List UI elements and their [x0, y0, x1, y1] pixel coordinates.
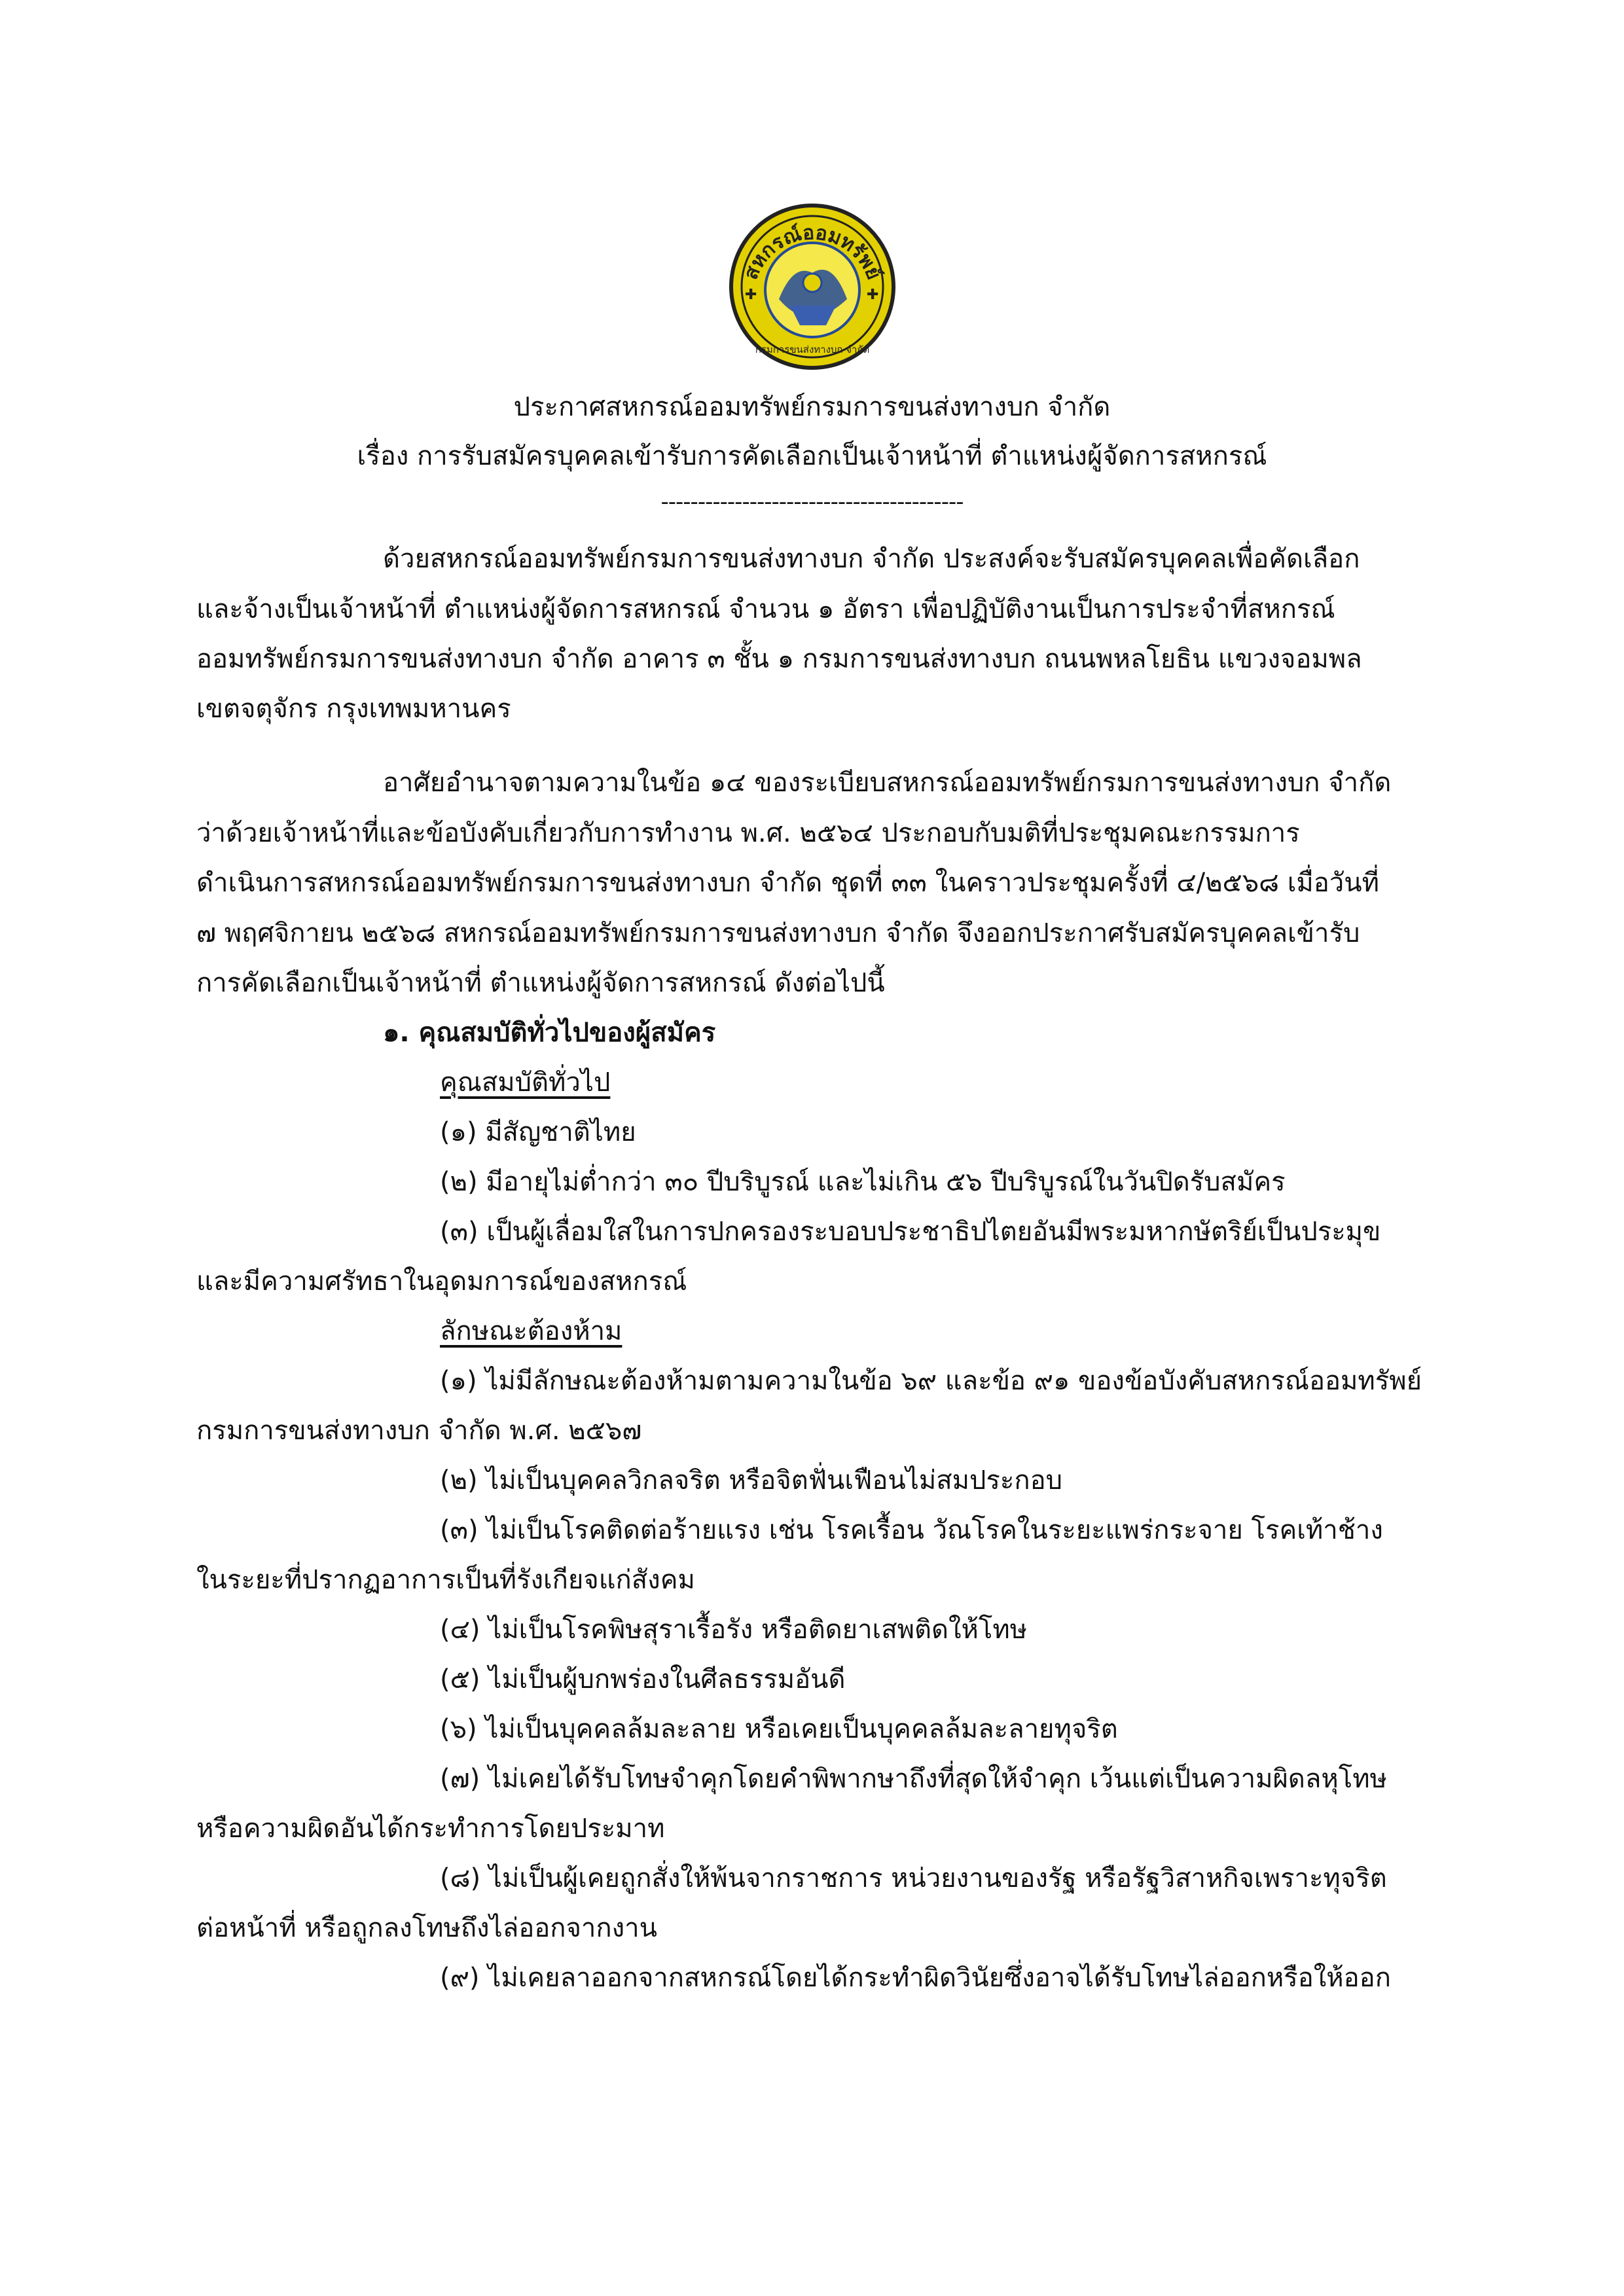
- cooperative-seal-logo: [728, 201, 897, 372]
- prohibition-item-5: (๕) ไม่เป็นผู้บกพร่องในศีลธรรมอันดี: [440, 1664, 846, 1695]
- general-item-3-cont: และมีความศรัทธาในอุดมการณ์ของสหกรณ์: [196, 1266, 687, 1297]
- para2-line-4: ๗ พฤศจิกายน ๒๕๖๘ สหกรณ์ออมทรัพย์กรมการขนส่งทางบก จำกัด จึงออกประกาศรับสมัครบุคคลเข้ารับ: [196, 918, 1360, 948]
- prohibitions-title: ลักษณะต้องห้าม: [440, 1316, 623, 1346]
- header-divider: -----------------------------------------: [660, 489, 964, 515]
- general-qualifications-title: คุณสมบัติทั่วไป: [440, 1067, 611, 1098]
- prohibition-item-3: (๓) ไม่เป็นโรคติดต่อร้ายแรง เช่น โรคเรื้อน วัณโรคในระยะแพร่กระจาย โรคเท้าช้าง: [440, 1515, 1383, 1545]
- para1-line-3: ออมทรัพย์กรมการขนส่งทางบก จำกัด อาคาร ๓ ชั้น ๑ กรมการขนส่งทางบก ถนนพหลโยธิน แขวงจอมพล: [196, 644, 1362, 674]
- prohibition-item-4: (๔) ไม่เป็นโรคพิษสุราเรื้อรัง หรือติดยาเสพติดให้โทษ: [440, 1615, 1028, 1645]
- prohibition-item-8: (๘) ไม่เป็นผู้เคยถูกสั่งให้พ้นจากราชการ หน่วยงานของรัฐ หรือรัฐวิสาหกิจเพราะทุจริต: [440, 1863, 1387, 1893]
- para1-line-1: ด้วยสหกรณ์ออมทรัพย์กรมการขนส่งทางบก จำกัด ประสงค์จะรับสมัครบุคคลเพื่อคัดเลือก: [383, 544, 1360, 574]
- prohibition-item-9: (๙) ไม่เคยลาออกจากสหกรณ์โดยได้กระทำผิดวินัยซึ่งอาจได้รับโทษไล่ออกหรือให้ออก: [440, 1963, 1391, 1993]
- para2-line-3: ดำเนินการสหกรณ์ออมทรัพย์กรมการขนส่งทางบก จำกัด ชุดที่ ๓๓ ในคราวประชุมครั้งที่ ๔/๒๕๖๘ เมื่อวันที่: [196, 868, 1379, 898]
- prohibition-item-1: (๑) ไม่มีลักษณะต้องห้ามตามความในข้อ ๖๙ และข้อ ๙๑ ของข้อบังคับสหกรณ์ออมทรัพย์: [440, 1366, 1422, 1396]
- general-item-3: (๓) เป็นผู้เลื่อมใสในการปกครองระบอบประชาธิปไตยอันมีพระมหากษัตริย์เป็นประมุข: [440, 1217, 1381, 1247]
- seal-arc-text: สหกรณ์ออมทรัพย์: [739, 221, 886, 283]
- seal-star-right-icon: ✚: [867, 287, 879, 303]
- section1-heading: ๑. คุณสมบัติทั่วไปของผู้สมัคร: [383, 1018, 716, 1048]
- prohibition-item-3-cont: ในระยะที่ปรากฏอาการเป็นที่รังเกียจแก่สังคม: [196, 1565, 695, 1595]
- para1-line-2: และจ้างเป็นเจ้าหน้าที่ ตำแหน่งผู้จัดการสหกรณ์ จำนวน ๑ อัตรา เพื่อปฏิบัติงานเป็นการประจำที่สหกรณ์: [196, 594, 1335, 624]
- prohibition-item-1-cont: กรมการขนส่งทางบก จำกัด พ.ศ. ๒๕๖๗: [196, 1416, 642, 1446]
- general-item-2: (๒) มีอายุไม่ต่ำกว่า ๓๐ ปีบริบูรณ์ และไม่เกิน ๕๖ ปีบริบูรณ์ในวันปิดรับสมัคร: [440, 1167, 1286, 1197]
- general-item-1: (๑) มีสัญชาติไทย: [440, 1117, 636, 1147]
- prohibition-item-7: (๗) ไม่เคยได้รับโทษจำคุกโดยคำพิพากษาถึงที่สุดให้จำคุก เว้นแต่เป็นความผิดลหุโทษ: [440, 1764, 1387, 1794]
- prohibition-item-6: (๖) ไม่เป็นบุคคลล้มละลาย หรือเคยเป็นบุคคลล้มละลายทุจริต: [440, 1714, 1118, 1744]
- para2-line-5: การคัดเลือกเป็นเจ้าหน้าที่ ตำแหน่งผู้จัดการสหกรณ์ ดังต่อไปนี้: [196, 968, 885, 998]
- seal-star-left-icon: ✚: [745, 287, 757, 303]
- prohibition-item-8-cont: ต่อหน้าที่ หรือถูกลงโทษถึงไล่ออกจากงาน: [196, 1913, 657, 1943]
- para2-line-2: ว่าด้วยเจ้าหน้าที่และข้อบังคับเกี่ยวกับการทำงาน พ.ศ. ๒๕๖๔ ประกอบกับมติที่ประชุมคณะกรรมการ: [196, 818, 1300, 848]
- seal-bottom-text: กรมการขนส่งทางบก จำกัด: [755, 344, 870, 355]
- prohibition-item-2: (๒) ไม่เป็นบุคคลวิกลจริต หรือจิตฟั่นเฟือนไม่สมประกอบ: [440, 1465, 1062, 1496]
- announcement-subject: เรื่อง การรับสมัครบุคคลเข้ารับการคัดเลือกเป็นเจ้าหน้าที่ ตำแหน่งผู้จัดการสหกรณ์: [357, 441, 1267, 471]
- prohibition-item-7-cont: หรือความผิดอันได้กระทำการโดยประมาท: [196, 1814, 665, 1844]
- para1-line-4: เขตจตุจักร กรุงเทพมหานคร: [196, 694, 511, 724]
- announcement-title: ประกาศสหกรณ์ออมทรัพย์กรมการขนส่งทางบก จำกัด: [513, 392, 1111, 422]
- para2-line-1: อาศัยอำนาจตามความในข้อ ๑๔ ของระเบียบสหกรณ์ออมทรัพย์กรมการขนส่งทางบก จำกัด: [383, 768, 1392, 798]
